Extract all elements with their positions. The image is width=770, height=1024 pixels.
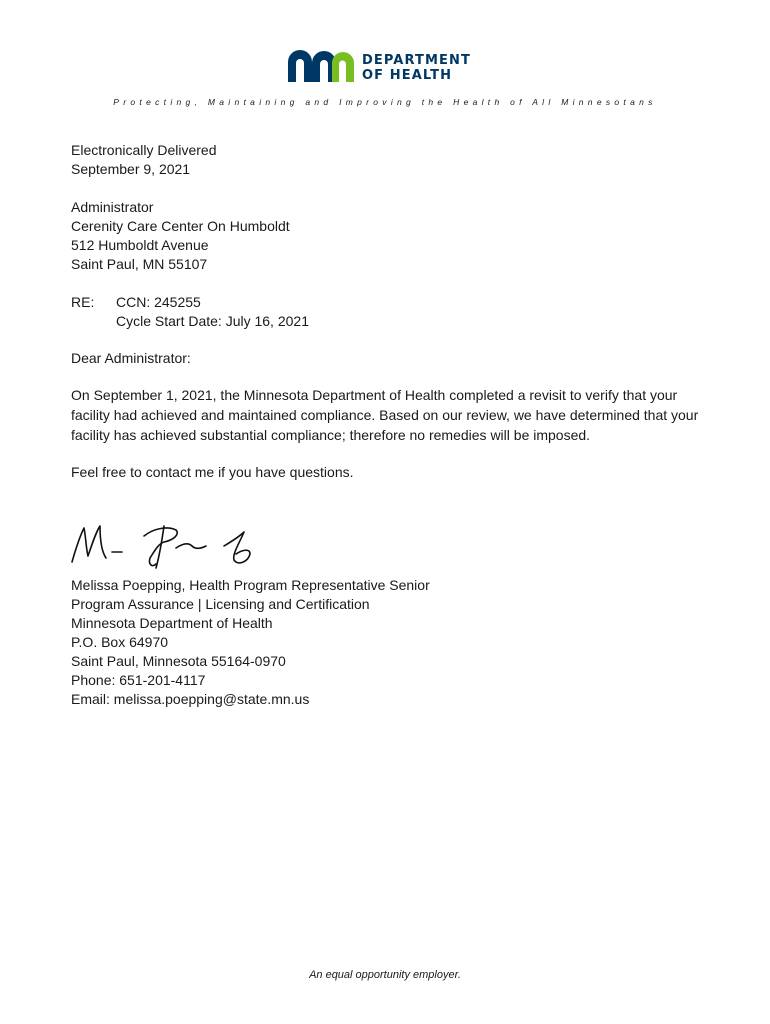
re-ccn: CCN: 245255 xyxy=(116,294,201,310)
recipient-title: Administrator xyxy=(71,199,154,215)
tagline: Protecting, Maintaining and Improving the Health of All Minnesotans xyxy=(113,97,657,107)
logo-line-2: OF HEALTH xyxy=(362,68,453,83)
handwritten-signature xyxy=(64,518,264,574)
signatory-city: Saint Paul, Minnesota 55164-0970 xyxy=(71,653,286,669)
signatory-department: Minnesota Department of Health xyxy=(71,615,273,631)
re-cycle-date: Cycle Start Date: July 16, 2021 xyxy=(116,313,309,329)
signatory-phone: Phone: 651-201-4117 xyxy=(71,672,206,688)
letter-date: September 9, 2021 xyxy=(71,161,191,177)
salutation: Dear Administrator: xyxy=(71,350,191,366)
recipient-facility: Cerenity Care Center On Humboldt xyxy=(71,218,290,234)
delivery-block xyxy=(71,141,217,179)
body-paragraph-2: Feel free to contact me if you have questions. xyxy=(71,464,354,480)
signatory-po-box: P.O. Box 64970 xyxy=(71,634,169,650)
signatory-email[interactable]: Email: melissa.poepping@state.mn.us xyxy=(71,691,310,707)
recipient-city: Saint Paul, MN 55107 xyxy=(71,256,208,272)
mn-logo-mark xyxy=(288,50,354,82)
logo-line-1: DEPARTMENT xyxy=(362,53,471,68)
signature-block xyxy=(71,576,430,709)
re-label: RE: xyxy=(71,294,95,310)
delivery-method: Electronically Delivered xyxy=(71,142,217,158)
recipient-street: 512 Humboldt Avenue xyxy=(71,237,209,253)
re-details xyxy=(116,293,309,331)
body-paragraph-1: On September 1, 2021, the Minnesota Department of Health completed a revisit to verify that your facility had achieved and maintained compliance. Based on our review, we have determined that your facility has achieved substantial compliance; therefore no remedies will be imposed. xyxy=(71,387,699,443)
logo-wordmark xyxy=(362,53,471,83)
mdh-logo xyxy=(288,50,488,88)
signatory-name: Melissa Poepping, Health Program Representative Senior xyxy=(71,577,430,593)
recipient-address xyxy=(71,198,290,274)
signatory-unit: Program Assurance | Licensing and Certification xyxy=(71,596,370,612)
footer-note: An equal opportunity employer. xyxy=(309,969,461,981)
